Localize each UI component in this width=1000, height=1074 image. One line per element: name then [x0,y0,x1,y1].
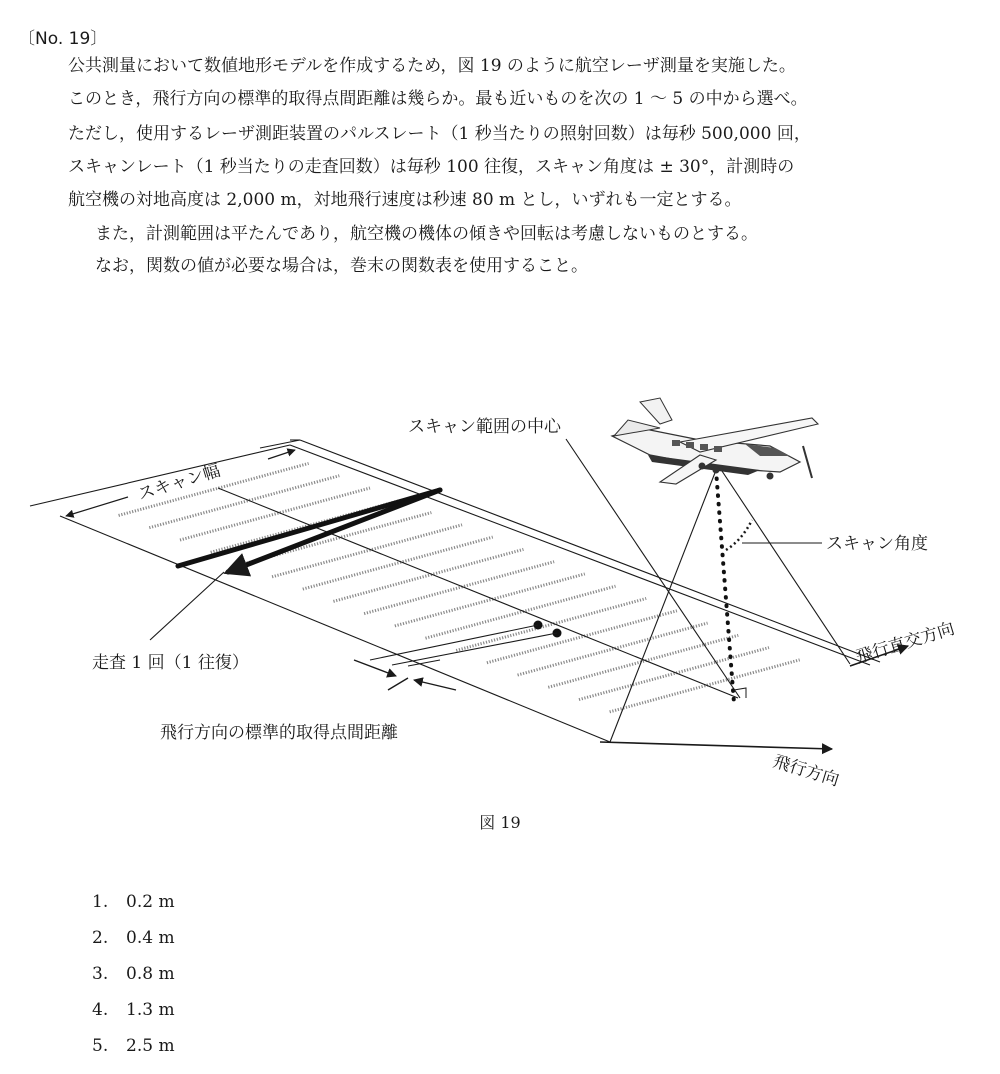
scan-point-strip [180,488,370,540]
question-line-1: 公共測量において数値地形モデルを作成するため，図 19 のように航空レーザ測量を実施した。 [68,56,796,76]
aircraft-illustration [612,398,818,484]
scan-width-label: スキャン幅 [135,460,223,505]
choice-2[interactable] [92,926,175,962]
scan-angle-label: スキャン角度 [826,534,928,554]
scan-point-strip [518,623,708,675]
question-line-7: なお，関数の値が必要な場合は，巻末の関数表を使用すること。 [95,256,588,276]
question-line-4: スキャンレート（1 秒当たりの走査回数）は毎秒 100 往復，スキャン角度は ± 30°，計測時の [68,157,795,177]
flight-direction-label: 飛行方向 [770,751,842,791]
scan-cone [610,465,850,742]
choice-number: 5. [92,1036,109,1056]
question-line-6: また，計測範囲は平たんであり，航空機の機体の傾きや回転は考慮しないものとする。 [95,224,758,244]
scan-point-strip [426,586,616,638]
survey-figure [0,382,1000,802]
one-scan-label: 走査 1 回（1 往復） [92,653,249,673]
choice-number: 4. [92,1000,109,1020]
choice-text: 0.8 m [126,964,175,984]
answer-choices [92,890,175,1070]
point-spacing-label: 飛行方向の標準的取得点間距離 [160,723,398,743]
question-number: 〔No. 19〕 [18,29,108,49]
scan-point-strip [610,660,800,712]
scan-point-strip [487,611,677,663]
choice-1[interactable] [92,890,175,926]
choice-text: 0.2 m [126,892,175,912]
flight-direction-arrow [600,742,832,749]
cross-direction-label: 飛行直交方向 [853,618,958,668]
scan-point-strip [364,562,554,614]
nadir-line [716,470,734,703]
choice-text: 0.4 m [126,928,175,948]
question-line-2: このとき，飛行方向の標準的取得点間距離は幾らか。最も近いものを次の 1 ～ 5 の中から選べ。 [68,89,808,109]
point-spacing-dimension [354,660,456,690]
question-line-3: ただし，使用するレーザ測距装置のパルスレート（1 秒当たりの照射回数）は毎秒 500,000 回， [68,124,811,144]
scan-point-strip [548,635,738,687]
one-scan-leader [150,572,224,640]
scan-center-leader [566,439,740,698]
choice-4[interactable] [92,998,175,1034]
scan-point-strip [333,549,523,601]
choice-number: 3. [92,964,109,984]
right-angle-marker [734,688,746,698]
choice-3[interactable] [92,962,175,998]
choice-text: 2.5 m [126,1036,175,1056]
choice-text: 1.3 m [126,1000,175,1020]
scan-angle-arc [726,520,752,550]
scan-center-label: スキャン範囲の中心 [408,417,561,437]
choice-5[interactable] [92,1034,175,1070]
scan-point-strip [303,537,493,589]
scan-center-line [218,488,738,698]
scan-zigzag [178,490,440,572]
scan-point-strip [579,648,769,700]
question-line-5: 航空機の対地高度は 2,000 m，対地飛行速度は秒速 80 m とし，いずれも一定とする。 [68,190,742,210]
scan-point-strip [456,598,646,650]
figure-caption: 図 19 [479,813,521,832]
choice-number: 2. [92,928,109,948]
choice-number: 1. [92,892,109,912]
scan-point-strip [395,574,585,626]
